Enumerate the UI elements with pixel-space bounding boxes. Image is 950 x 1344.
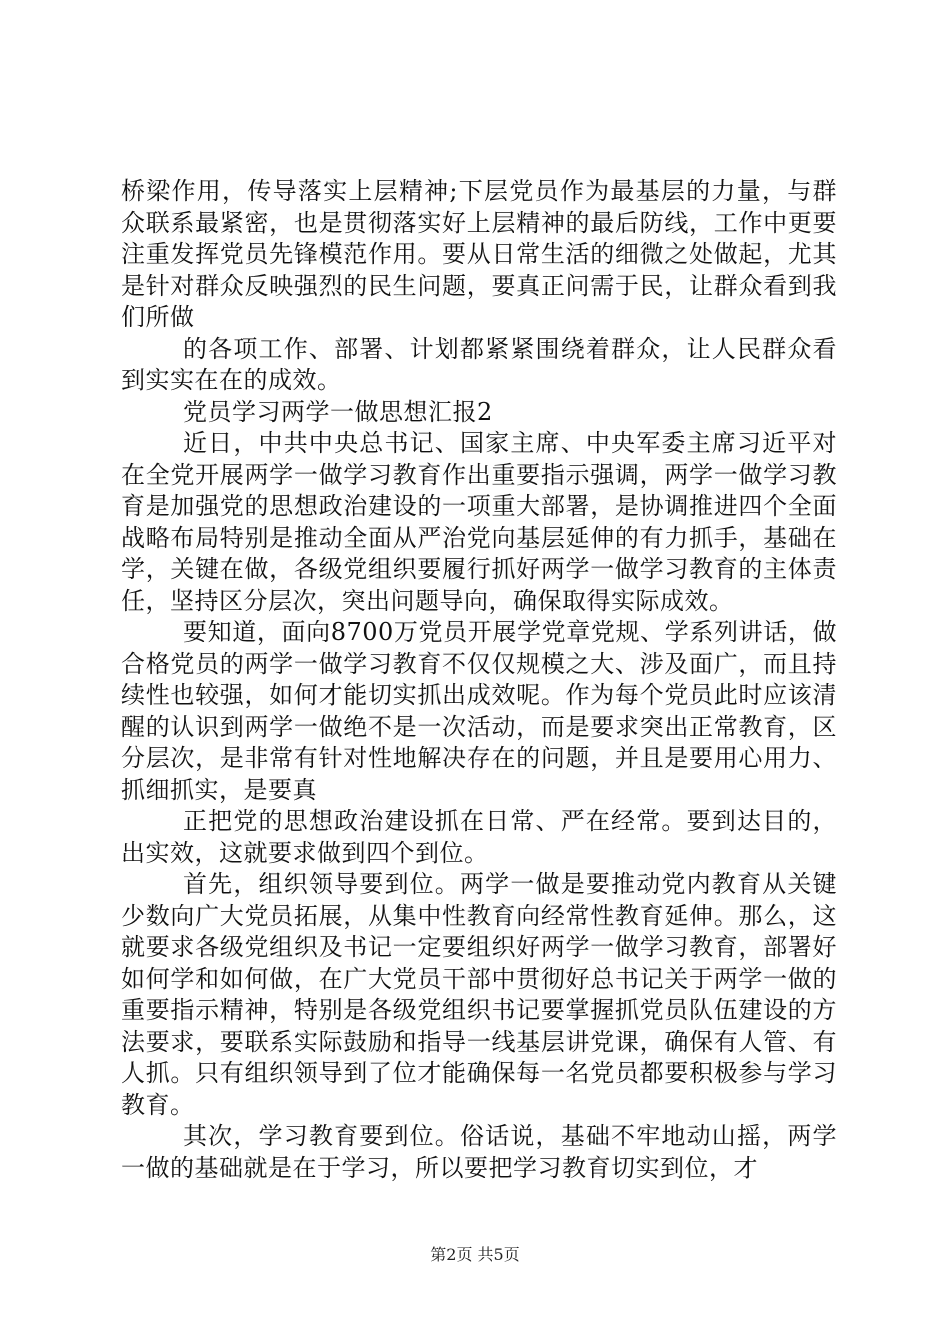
paragraph: 的各项工作、部署、计划都紧紧围绕着群众，让人民群众看到实实在在的成效。 xyxy=(121,334,837,394)
paragraph: 正把党的思想政治建设抓在日常、严在经常。要到达目的，出实效，这就要求做到四个到位。 xyxy=(121,807,837,867)
document-body xyxy=(121,176,837,1184)
page-number-footer: 第2页 共5页 xyxy=(430,1245,520,1264)
section-heading: 党员学习两学一做思想汇报2 xyxy=(183,397,493,426)
paragraph: 近日，中共中央总书记、国家主席、中央军委主席习近平对在全党开展两学一做学习教育作出重要指示强调，两学一做学习教育是加强党的思想政治建设的一项重大部署，是协调推进四个全面战略布局特别是推动全面从严治党向基层延伸的有力抓手，基础在学，关键在做，各级党组织要履行抓好两学一做学习教育的主体责任，坚持区分层次，突出问题导向，确保取得实际成效。 xyxy=(121,429,837,615)
paragraph: 桥梁作用，传导落实上层精神;下层党员作为最基层的力量，与群众联系最紧密，也是贯彻落实好上层精神的最后防线，工作中更要注重发挥党员先锋模范作用。要从日常生活的细微之处做起，尤其是针对群众反映强烈的民生问题，要真正问需于民，让群众看到我们所做 xyxy=(121,177,837,331)
paragraph: 要知道，面向8700万党员开展学党章党规、学系列讲话，做合格党员的两学一做学习教育不仅仅规模之大、涉及面广，而且持续性也较强，如何才能切实抓出成效呢。作为每个党员此时应该清醒的认识到两学一做绝不是一次活动，而是要求突出正常教育，区分层次，是非常有针对性地解决存在的问题，并且是要用心用力、抓细抓实，是要真 xyxy=(121,618,837,804)
paragraph: 其次，学习教育要到位。俗话说，基础不牢地动山摇，两学一做的基础就是在于学习，所以要把学习教育切实到位，才 xyxy=(121,1122,837,1182)
paragraph: 首先，组织领导要到位。两学一做是要推动党内教育从关键少数向广大党员拓展，从集中性教育向经常性教育延伸。那么，这就要求各级党组织及书记一定要组织好两学一做学习教育，部署好如何学和如何做，在广大党员干部中贯彻好总书记关于两学一做的重要指示精神，特别是各级党组织书记要掌握抓党员队伍建设的方法要求，要联系实际鼓励和指导一线基层讲党课，确保有人管、有人抓。只有组织领导到了位才能确保每一名党员都要积极参与学习教育。 xyxy=(121,870,837,1119)
